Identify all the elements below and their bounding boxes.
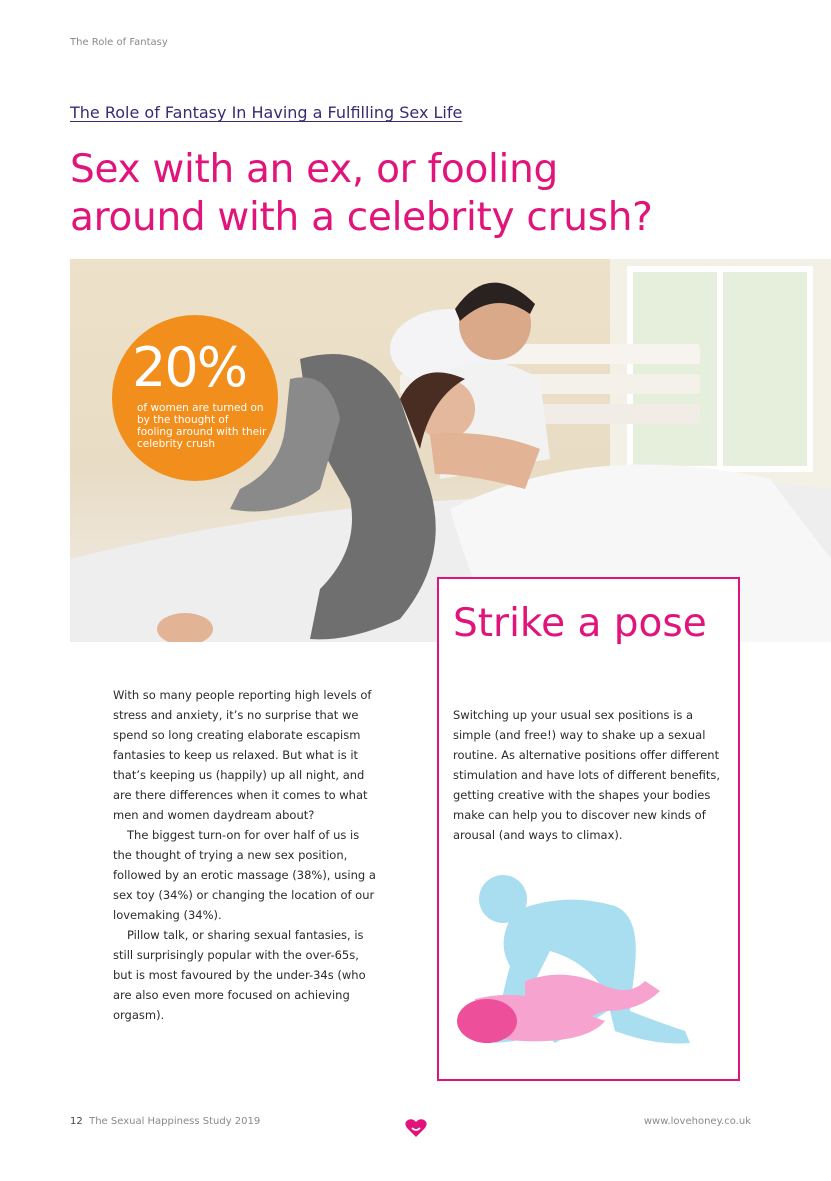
sex-position-illustration <box>455 871 731 1056</box>
stat-value: 20% <box>132 336 247 399</box>
headline-line-1: Sex with an ex, or fooling <box>70 147 558 192</box>
body-text <box>113 685 381 1025</box>
stat-circle <box>112 315 278 481</box>
running-head: The Role of Fantasy <box>70 37 168 48</box>
publication-title: The Sexual Happiness Study 2019 <box>89 1116 261 1127</box>
heart-logo-icon <box>405 1118 427 1138</box>
footer-url[interactable]: www.lovehoney.co.uk <box>643 1116 751 1127</box>
sidebar-box <box>437 577 740 1081</box>
section-title-link[interactable]: The Role of Fantasy In Having a Fulfilling Sex Life <box>70 103 463 122</box>
body-paragraph-3: Pillow talk, or sharing sexual fantasies, is still surprisingly popular with the over-65s, but is most favoured by the under-34s (who are also even more focused on achieving orgasm). <box>113 928 366 1022</box>
footer-left <box>70 1116 260 1127</box>
body-paragraph-1: With so many people reporting high levels of stress and anxiety, it’s no surprise that we spend so long creating elaborate escapism fantasies to keep us relaxed. But what is it that’s keeping us (happily) up all night, and are there differences when it comes to what men and women daydream about? <box>113 688 372 822</box>
sidebar-title: Strike a pose <box>453 601 707 646</box>
stat-caption: of women are turned on by the thought of fooling around with their celebrity crush <box>137 402 267 450</box>
headline <box>70 146 770 242</box>
page-number: 12 <box>70 1116 83 1127</box>
body-paragraph-2: The biggest turn-on for over half of us is the thought of trying a new sex position, followed by an erotic massage (38%), using a sex toy (34%) or changing the location of our lovemaking (34%). <box>113 828 376 922</box>
headline-line-2: around with a celebrity crush? <box>70 195 653 240</box>
sidebar-text: Switching up your usual sex positions is a simple (and free!) way to shake up a sexual routine. As alternative positions offer different stimulation and have lots of different benefits, getting creative with the shapes your bodies make can help you to discover new kinds of arousal (and ways to climax). <box>453 708 721 842</box>
